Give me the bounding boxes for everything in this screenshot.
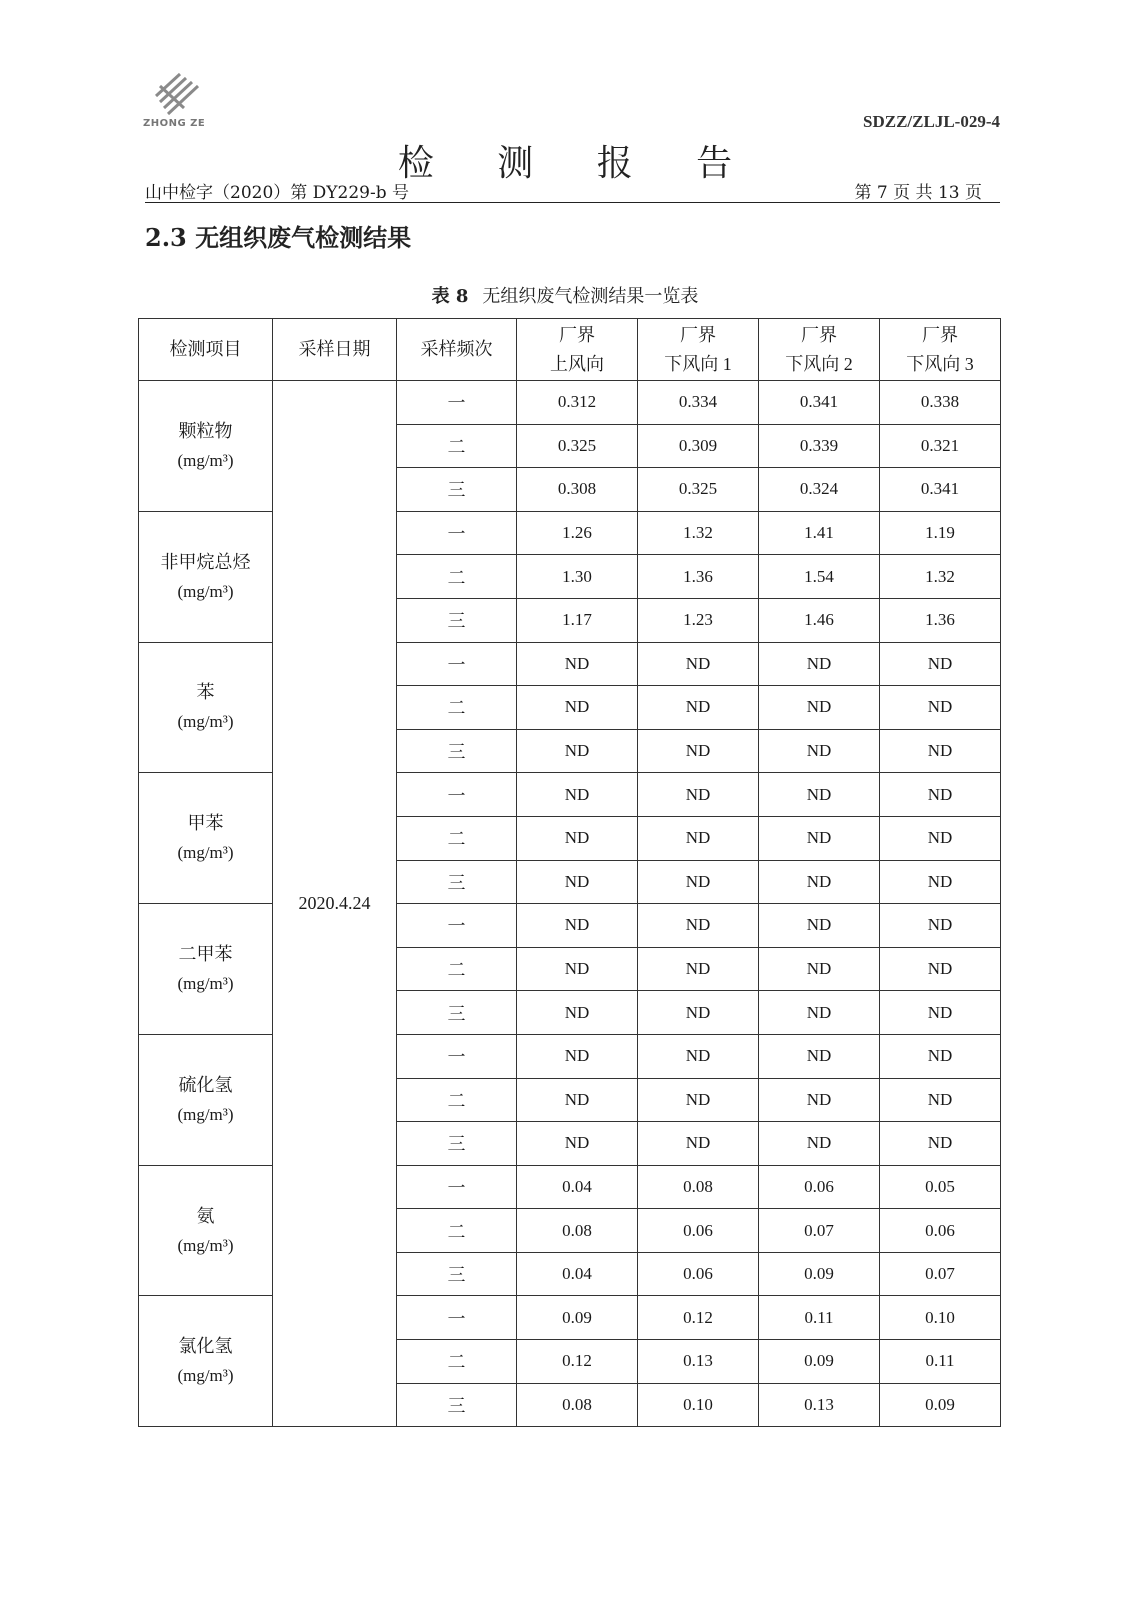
value-cell: ND: [517, 729, 638, 773]
value-cell: ND: [880, 773, 1001, 817]
sampling-date: 2020.4.24: [273, 381, 397, 1427]
value-cell: ND: [880, 947, 1001, 991]
value-cell: ND: [880, 642, 1001, 686]
value-cell: 0.10: [880, 1296, 1001, 1340]
table-body: [139, 381, 1001, 1427]
sampling-frequency: 二: [397, 686, 517, 730]
value-cell: 0.325: [517, 424, 638, 468]
item-cell: [139, 1296, 273, 1427]
item-cell: [139, 511, 273, 642]
sampling-frequency: 一: [397, 773, 517, 817]
report-header-line: [145, 176, 1000, 203]
table-row: [139, 642, 1001, 686]
company-logo: [140, 72, 220, 132]
value-cell: 0.338: [880, 381, 1001, 425]
table-row: [139, 773, 1001, 817]
item-unit: (mg/m³): [177, 581, 234, 601]
value-cell: 0.12: [638, 1296, 759, 1340]
item-cell: [139, 642, 273, 773]
sampling-frequency: 二: [397, 1209, 517, 1253]
item-name: 氨: [196, 1205, 215, 1226]
value-cell: 0.10: [638, 1383, 759, 1427]
value-cell: 0.11: [880, 1340, 1001, 1384]
item-cell: [139, 1165, 273, 1296]
value-cell: ND: [759, 1078, 880, 1122]
value-cell: ND: [638, 904, 759, 948]
sampling-frequency: 一: [397, 642, 517, 686]
item-name: 硫化氢: [178, 1074, 233, 1095]
value-cell: 0.06: [638, 1252, 759, 1296]
document-code: SDZZ/ZLJL-029-4: [863, 112, 1000, 131]
item-cell: [139, 773, 273, 904]
value-cell: 0.08: [638, 1165, 759, 1209]
sampling-frequency: 一: [397, 904, 517, 948]
value-cell: 1.23: [638, 598, 759, 642]
sampling-frequency: 一: [397, 1296, 517, 1340]
item-unit: (mg/m³): [177, 712, 234, 732]
value-cell: ND: [759, 991, 880, 1035]
value-cell: ND: [759, 816, 880, 860]
value-cell: 0.341: [759, 381, 880, 425]
value-cell: ND: [638, 686, 759, 730]
item-cell: [139, 904, 273, 1035]
value-cell: 1.17: [517, 598, 638, 642]
value-cell: 0.312: [517, 381, 638, 425]
value-cell: 0.06: [638, 1209, 759, 1253]
sampling-frequency: 三: [397, 860, 517, 904]
value-cell: ND: [759, 1034, 880, 1078]
sampling-frequency: 三: [397, 1252, 517, 1296]
value-cell: ND: [517, 686, 638, 730]
sampling-frequency: 一: [397, 511, 517, 555]
item-unit: (mg/m³): [177, 450, 234, 470]
value-cell: ND: [759, 729, 880, 773]
value-cell: 0.05: [880, 1165, 1001, 1209]
value-cell: 0.06: [880, 1209, 1001, 1253]
value-cell: 0.334: [638, 381, 759, 425]
sampling-frequency: 二: [397, 1340, 517, 1384]
sampling-frequency: 三: [397, 1122, 517, 1166]
value-cell: 0.09: [759, 1340, 880, 1384]
report-number: 山中检字（2020）第 DY229-b 号: [145, 183, 409, 203]
table-row: [139, 1296, 1001, 1340]
header-item: 检测项目: [139, 319, 273, 381]
value-cell: 0.339: [759, 424, 880, 468]
value-cell: 0.341: [880, 468, 1001, 512]
table-header-row: [139, 319, 1001, 381]
value-cell: 1.32: [638, 511, 759, 555]
value-cell: ND: [759, 860, 880, 904]
value-cell: 0.325: [638, 468, 759, 512]
value-cell: 0.308: [517, 468, 638, 512]
sampling-frequency: 二: [397, 424, 517, 468]
value-cell: ND: [880, 991, 1001, 1035]
table-row: [139, 381, 1001, 425]
value-cell: ND: [638, 1034, 759, 1078]
value-cell: ND: [517, 642, 638, 686]
value-cell: ND: [517, 1122, 638, 1166]
value-cell: 1.32: [880, 555, 1001, 599]
item-name: 颗粒物: [178, 420, 233, 441]
table-caption-text: 无组织废气检测结果一览表: [482, 286, 699, 307]
value-cell: ND: [517, 773, 638, 817]
value-cell: 0.04: [517, 1252, 638, 1296]
value-cell: ND: [759, 947, 880, 991]
value-cell: 0.324: [759, 468, 880, 512]
value-cell: ND: [638, 773, 759, 817]
value-cell: 0.09: [880, 1383, 1001, 1427]
item-name: 甲苯: [187, 813, 224, 834]
value-cell: 0.13: [638, 1340, 759, 1384]
item-name: 二甲苯: [178, 944, 233, 965]
table-row: [139, 1034, 1001, 1078]
sampling-frequency: 三: [397, 1383, 517, 1427]
value-cell: ND: [517, 947, 638, 991]
value-cell: ND: [759, 686, 880, 730]
sampling-frequency: 二: [397, 1078, 517, 1122]
item-unit: (mg/m³): [177, 1366, 234, 1386]
page-info: 第 7 页 共 13 页: [854, 183, 982, 203]
value-cell: ND: [638, 860, 759, 904]
value-cell: 0.12: [517, 1340, 638, 1384]
item-cell: [139, 1034, 273, 1165]
header-frequency: 采样频次: [397, 319, 517, 381]
header-downwind-1: 厂界 下风向 1: [638, 319, 759, 381]
value-cell: ND: [638, 947, 759, 991]
section-title: 2.3 无组织废气检测结果: [145, 223, 412, 252]
sampling-frequency: 三: [397, 468, 517, 512]
value-cell: ND: [880, 860, 1001, 904]
table-row: [139, 1165, 1001, 1209]
value-cell: ND: [638, 816, 759, 860]
sampling-frequency: 三: [397, 991, 517, 1035]
value-cell: 0.08: [517, 1209, 638, 1253]
logo-stripes-icon: [150, 72, 206, 118]
sampling-frequency: 三: [397, 729, 517, 773]
value-cell: ND: [759, 1122, 880, 1166]
value-cell: ND: [517, 991, 638, 1035]
item-name: 氯化氢: [178, 1336, 233, 1357]
value-cell: 0.04: [517, 1165, 638, 1209]
value-cell: ND: [638, 1122, 759, 1166]
value-cell: ND: [638, 729, 759, 773]
value-cell: 0.06: [759, 1165, 880, 1209]
value-cell: 0.09: [517, 1296, 638, 1340]
report-title: 检 测 报 告: [397, 143, 759, 184]
value-cell: 0.07: [880, 1252, 1001, 1296]
header-date: 采样日期: [273, 319, 397, 381]
item-unit: (mg/m³): [177, 1104, 234, 1124]
sampling-frequency: 二: [397, 947, 517, 991]
value-cell: ND: [880, 1034, 1001, 1078]
value-cell: 1.19: [880, 511, 1001, 555]
item-name: 非甲烷总烃: [160, 551, 251, 572]
value-cell: ND: [517, 860, 638, 904]
value-cell: 0.321: [880, 424, 1001, 468]
value-cell: ND: [880, 904, 1001, 948]
table-row: [139, 511, 1001, 555]
value-cell: ND: [638, 991, 759, 1035]
value-cell: ND: [638, 1078, 759, 1122]
value-cell: 0.309: [638, 424, 759, 468]
value-cell: 1.26: [517, 511, 638, 555]
results-table: [138, 318, 1001, 1427]
item-cell: [139, 381, 273, 512]
table-row: [139, 904, 1001, 948]
sampling-frequency: 一: [397, 1034, 517, 1078]
sampling-frequency: 一: [397, 381, 517, 425]
value-cell: ND: [638, 642, 759, 686]
item-unit: (mg/m³): [177, 1235, 234, 1255]
value-cell: ND: [880, 1078, 1001, 1122]
value-cell: 1.36: [880, 598, 1001, 642]
value-cell: 0.07: [759, 1209, 880, 1253]
value-cell: 1.36: [638, 555, 759, 599]
item-unit: (mg/m³): [177, 843, 234, 863]
value-cell: ND: [759, 904, 880, 948]
value-cell: ND: [759, 773, 880, 817]
item-name: 苯: [196, 682, 215, 703]
table-caption: [0, 282, 1130, 308]
value-cell: 0.11: [759, 1296, 880, 1340]
value-cell: ND: [517, 1034, 638, 1078]
value-cell: ND: [880, 1122, 1001, 1166]
value-cell: 1.54: [759, 555, 880, 599]
sampling-frequency: 二: [397, 816, 517, 860]
sampling-frequency: 三: [397, 598, 517, 642]
logo-text: ZHONG ZE: [143, 118, 206, 129]
value-cell: 1.46: [759, 598, 880, 642]
table-caption-number: 表 8: [431, 286, 469, 307]
sampling-frequency: 二: [397, 555, 517, 599]
value-cell: 1.30: [517, 555, 638, 599]
value-cell: ND: [880, 729, 1001, 773]
value-cell: ND: [759, 642, 880, 686]
header-upwind: 厂界 上风向: [517, 319, 638, 381]
value-cell: 0.09: [759, 1252, 880, 1296]
header-downwind-3: 厂界 下风向 3: [880, 319, 1001, 381]
item-unit: (mg/m³): [177, 974, 234, 994]
sampling-frequency: 一: [397, 1165, 517, 1209]
value-cell: ND: [517, 1078, 638, 1122]
value-cell: ND: [517, 816, 638, 860]
header-downwind-2: 厂界 下风向 2: [759, 319, 880, 381]
value-cell: 0.13: [759, 1383, 880, 1427]
value-cell: ND: [517, 904, 638, 948]
value-cell: ND: [880, 686, 1001, 730]
value-cell: 1.41: [759, 511, 880, 555]
value-cell: 0.08: [517, 1383, 638, 1427]
value-cell: ND: [880, 816, 1001, 860]
